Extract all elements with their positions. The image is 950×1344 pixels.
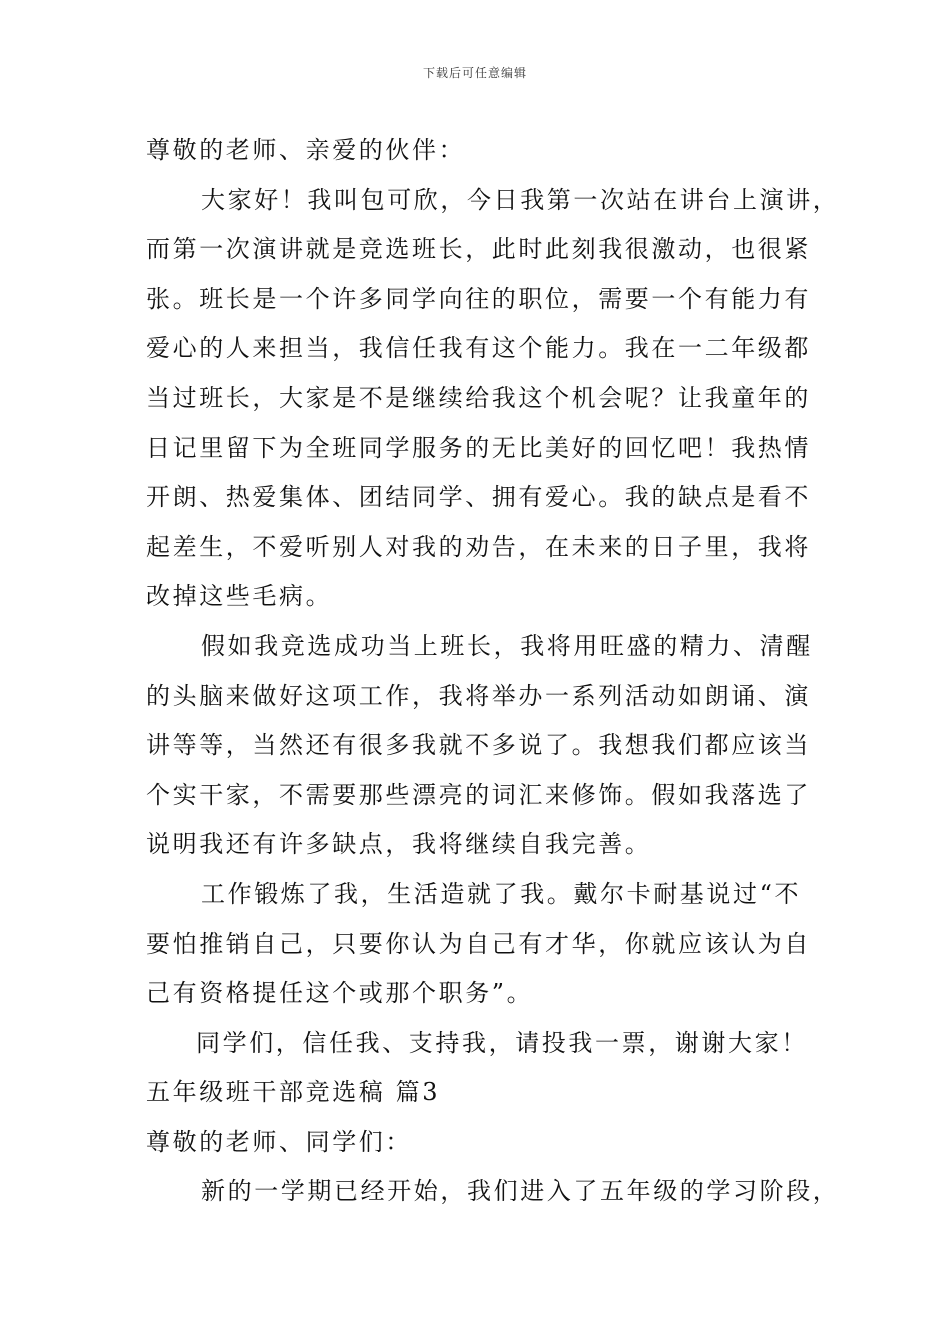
paragraph-line: 讲等等，当然还有很多我就不多说了。我想我们都应该当 bbox=[146, 731, 811, 760]
paragraph-line: 爱心的人来担当，我信任我有这个能力。我在一二年级都 bbox=[146, 334, 811, 363]
paragraph-line: 新的一学期已经开始，我们进入了五年级的学习阶段， bbox=[201, 1177, 840, 1206]
section-title: 五年级班干部竞选稿 篇3 bbox=[146, 1078, 441, 1107]
paragraph-line: 改掉这些毛病。 bbox=[146, 582, 333, 611]
paragraph-line: 日记里留下为全班同学服务的无比美好的回忆吧！我热情 bbox=[146, 433, 811, 462]
paragraph-line: 开朗、热爱集体、团结同学、拥有爱心。我的缺点是看不 bbox=[146, 483, 811, 512]
paragraph-line: 要怕推销自己，只要你认为自己有才华，你就应该认为自 bbox=[146, 929, 811, 958]
paragraph-line: 工作锻炼了我，生活造就了我。戴尔卡耐基说过“不 bbox=[201, 879, 802, 908]
paragraph-line: 当过班长，大家是不是继续给我这个机会呢？让我童年的 bbox=[146, 383, 811, 412]
paragraph-line: 假如我竞选成功当上班长，我将用旺盛的精力、清醒 bbox=[201, 631, 813, 660]
paragraph-line: 的头脑来做好这项工作，我将举办一系列活动如朗诵、演 bbox=[146, 681, 811, 710]
paragraph-line: 说明我还有许多缺点，我将继续自我完善。 bbox=[146, 830, 652, 859]
paragraph-line: 而第一次演讲就是竞选班长，此时此刻我很激动，也很紧 bbox=[146, 235, 811, 264]
salutation: 尊敬的老师、亲爱的伙伴： bbox=[146, 136, 466, 164]
paragraph-line: 起差生，不爱听别人对我的劝告，在未来的日子里，我将 bbox=[146, 532, 811, 561]
paragraph-line: 己有资格提任这个或那个职务”。 bbox=[146, 979, 534, 1008]
paragraph-line: 个实干家，不需要那些漂亮的词汇来修饰。假如我落选了 bbox=[146, 780, 811, 809]
document-body bbox=[146, 126, 840, 1217]
paragraph-line: 张。班长是一个许多同学向往的职位，需要一个有能力有 bbox=[146, 284, 811, 313]
page-header: 下载后可任意编辑 bbox=[422, 66, 527, 80]
salutation: 尊敬的老师、同学们： bbox=[146, 1127, 412, 1156]
paragraph-line: 同学们，信任我、支持我，请投我一票，谢谢大家！ bbox=[196, 1028, 808, 1057]
paragraph-line: 大家好！我叫包可欣，今日我第一次站在讲台上演讲， bbox=[201, 185, 840, 214]
